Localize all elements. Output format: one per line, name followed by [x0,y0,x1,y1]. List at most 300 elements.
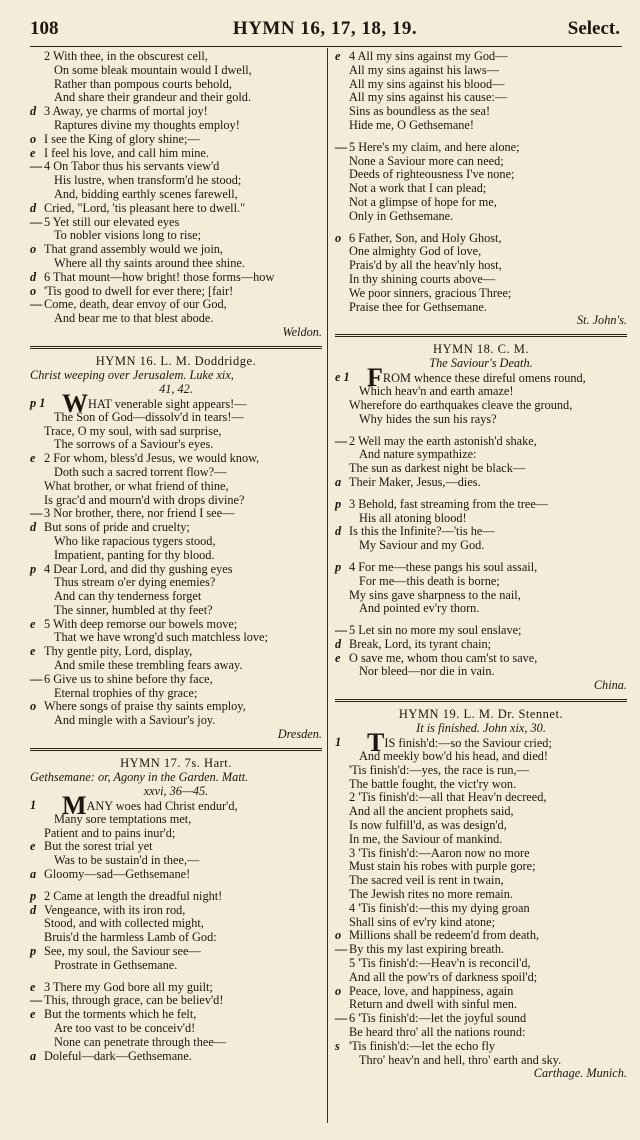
verse-line [30,868,322,882]
hymn-separator [335,334,627,337]
verse-text: Break, Lord, its tyrant chain; [349,636,492,651]
verse-line [30,105,322,119]
verse-line [30,160,322,174]
verse-line [335,1040,627,1054]
verse-text: And pointed ev'ry thorn. [359,601,480,616]
verse-text: His lustre, when transform'd he stood; [54,173,242,188]
verse-text: And can thy tenderness forget [54,589,202,604]
verse-text: On some bleak mountain would I dwell, [54,62,252,77]
verse-line [30,216,322,230]
verse-text: And, bidding earthly scenes farewell, [54,186,238,201]
verse-line [30,618,322,632]
verse-text: Sins as boundless as the sea! [349,104,491,119]
verse-line [335,91,627,105]
verse-line [30,959,322,973]
verse-text: 3 Nor brother, there, nor friend I see— [44,506,235,521]
verse-text: All my sins against his cause:— [349,90,508,105]
verse-text: Peace, love, and happiness, again [349,983,514,998]
verse-line [335,287,627,301]
verse-line [335,476,627,490]
verse-text: The battle fought, the vict'ry won. [349,776,517,791]
dynamic-mark: e [30,979,36,994]
verse-line [30,687,322,701]
first-line-text: IS finish'd:—so the Saviour cried; [384,736,552,751]
verse-line [30,576,322,590]
verse-line [30,480,322,494]
verse-line [335,462,627,476]
verse-text: That grand assembly would we join, [44,242,223,257]
verse-text: Where all thy saints around thee shine. [54,255,245,270]
verse-text: Is this the Infinite?—'tis he— [349,524,495,539]
verse-line [335,141,627,155]
verse-line [335,638,627,652]
verse-line [30,243,322,257]
verse-text: Trace, O my soul, with sad surprise, [44,423,222,438]
verse-line [335,210,627,224]
dynamic-mark: — [30,506,43,521]
verse-text: Their Maker, Jesus,—dies. [349,474,481,489]
dynamic-mark: p 1 [30,395,46,410]
dynamic-mark: 1 [30,798,37,813]
dynamic-mark: o [30,242,37,257]
verse-text: 'Tis finish'd:—let the echo fly [349,1038,496,1053]
verse-line [30,535,322,549]
verse-text: 2 For whom, bless'd Jesus, we would know, [44,451,260,466]
dynamic-mark: — [335,942,348,957]
verse-text: 6 'Tis finish'd:—let the joyful sound [349,1011,527,1026]
dynamic-mark: p [335,559,342,574]
verse-text: Gloomy—sad—Gethsemane! [44,867,191,882]
hymn-subtitle: Christ weeping over Jerusalem. Luke xix, [30,367,234,382]
verse-line [335,819,627,833]
verse-text: Who like rapacious tygers stood, [54,533,216,548]
dynamic-mark: a [30,1048,37,1063]
drop-cap: W [62,388,88,418]
verse-text: Impatient, panting for thy blood. [54,547,215,562]
verse-text: The sinner, humbled at thy feet? [54,602,213,617]
verse-line [30,298,322,312]
verse-text: And smile these trembling fears away. [54,658,243,673]
verse-text: 5 Let sin no more my soul enslave; [349,623,522,638]
verse-line [335,985,627,999]
verse-text: 5 Here's my claim, and here alone; [349,139,520,154]
verse-text: In me, the Saviour of mankind. [349,831,503,846]
verse-line [335,119,627,133]
verse-line [335,1012,627,1026]
verse-text: The sun as darkest night be black— [349,461,526,476]
verse-line [30,119,322,133]
verse-line [30,890,322,904]
first-line-text: ROM whence these direful omens round, [382,371,586,386]
verse-text: Is grac'd and mourn'd with drops divine? [44,492,245,507]
verse-line [30,285,322,299]
verse-line [335,929,627,943]
hymn-title: HYMN 19. L. M. Dr. Stennet. [398,707,564,722]
verse-line [335,888,627,902]
verse-text: Is now fulfill'd, as was design'd, [349,818,507,833]
hymn-attribution: Carthage. Munich. [533,1066,627,1081]
hymn-attribution: Weldon. [282,324,322,339]
dynamic-mark: p [30,944,37,959]
verse-text: Many sore temptations met, [54,811,192,826]
dynamic-mark: d [30,902,37,917]
verse-line [30,78,322,92]
hymn-scripture: 41, 42. [159,381,193,396]
verse-text: 'Tis finish'd:—yes, the race is run,— [349,762,529,777]
verse-line [335,273,627,287]
verse-text: One almighty God of love, [349,244,482,259]
verse-line [30,425,322,439]
verse-line [30,147,322,161]
hymn-attribution: China. [593,678,627,693]
verse-line [335,301,627,315]
verse-line [30,945,322,959]
dynamic-mark: — [335,623,348,638]
dynamic-mark: o [335,983,342,998]
verse-text: 2 With thee, in the obscurest cell, [44,49,208,63]
page-number: 108 [30,18,59,39]
dynamic-mark: o [335,230,342,245]
verse-line [30,466,322,480]
verse-text: The Son of God—dissolv'd in tears!— [54,409,244,424]
verse-line [335,498,627,512]
verse-line [335,764,627,778]
verse-text: Praise thee for Gethsemane. [349,299,487,314]
verse-line [30,507,322,521]
verse-line [335,259,627,273]
verse-text: Thy gentle pity, Lord, display, [44,644,193,659]
verse-text: Return and dwell with sinful men. [349,997,518,1012]
verse-text: Where songs of praise thy saints employ, [44,699,246,714]
verse-line [30,133,322,147]
verse-line [335,105,627,119]
verse-text: 5 With deep remorse our bowels move; [44,616,238,631]
verse-line [30,452,322,466]
verse-line [30,840,322,854]
verse-text: Prais'd by all the heav'nly host, [349,258,502,273]
verse-text: My Saviour and my God. [359,538,485,553]
verse-line [30,257,322,271]
verse-line [335,943,627,957]
dynamic-mark: e [30,616,36,631]
verse-line [30,229,322,243]
verse-text: We poor sinners, gracious Three; [349,285,512,300]
verse-text: Nor bleed—nor die in vain. [359,664,495,679]
section-label: Select. [567,18,620,39]
verse-text: Thus stream o'er dying enemies? [54,575,216,590]
verse-text: 4 On Tabor thus his servants view'd [44,159,220,174]
verse-line [335,50,627,64]
verse-text: Eternal trophies of thy grace; [54,685,198,700]
hymn-title: HYMN 18. C. M. [433,342,529,357]
verse-line [30,312,322,326]
verse-line [335,512,627,526]
verse-line [335,385,627,399]
hymn-title: HYMN 17. 7s. Hart. [120,756,232,771]
dynamic-mark: d [335,636,342,651]
verse-line [335,778,627,792]
hymn-attribution: Dresden. [277,727,322,742]
verse-line [335,998,627,1012]
verse-line [30,1008,322,1022]
verse-text: None a Saviour more can need; [349,153,504,168]
verse-line [30,981,322,995]
verse-text: This, through grace, can be believ'd! [44,993,224,1008]
dynamic-mark: e [335,650,341,665]
verse-line [335,624,627,638]
verse-text: Are too vast to be conceiv'd! [54,1021,196,1036]
verse-line [30,174,322,188]
verse-text: And share their grandeur and their gold. [54,90,252,105]
verse-text: 5 'Tis finish'd:—Heav'n is reconcil'd, [349,956,531,971]
verse-line [30,521,322,535]
verse-line [30,631,322,645]
verse-line [335,902,627,916]
header-rule [30,46,622,47]
verse-text: And mingle with a Saviour's joy. [54,713,216,728]
first-line-text: ANY woes had Christ endur'd, [86,799,238,814]
verse-text: But the torments which he felt, [44,1007,197,1022]
verse-text: 4 'Tis finish'd:—this my dying groan [349,900,530,915]
verse-text: 3 'Tis finish'd:—Aaron now no more [349,845,530,860]
verse-line [335,399,627,413]
verse-text: All my sins against his blood— [349,76,505,91]
dynamic-mark: e [30,1007,36,1022]
verse-text: Not a work that I can plead; [349,181,487,196]
hymn-attribution: St. John's. [576,313,627,328]
verse-line [335,916,627,930]
verse-line [335,665,627,679]
verse-text: 6 That mount—how bright! those forms—how [44,269,275,284]
verse-line [30,700,322,714]
verse-line [30,188,322,202]
verse-line [30,673,322,687]
verse-line [30,91,322,105]
dynamic-mark: o [335,928,342,943]
verse-text: Rather than pompous courts behold, [54,76,232,91]
verse-text: See, my soul, the Saviour see— [44,944,201,959]
verse-line [30,1022,322,1036]
verse-line [30,917,322,931]
verse-text: 2 'Tis finish'd:—all that Heav'n decreed, [349,790,547,805]
verse-text: And bear me to that blest abode. [54,311,214,326]
verse-line [30,854,322,868]
hymn-subtitle: Gethsemane: or, Agony in the Garden. Matt. [30,770,249,785]
dynamic-mark: — [335,1011,348,1026]
verse-line [30,604,322,618]
verse-line [335,589,627,603]
dynamic-mark: — [30,159,43,174]
verse-line [335,155,627,169]
verse-text: That we have wrong'd such matchless love; [54,630,268,645]
dynamic-mark: e 1 [335,370,350,385]
verse-text: 3 There my God bore all my guilt; [44,979,213,994]
verse-text: The Jewish rites no more remain. [349,887,513,902]
verse-line [335,245,627,259]
verse-line [30,931,322,945]
verse-line [335,652,627,666]
dynamic-mark: — [30,993,43,1008]
verse-text: Raptures divine my thoughts employ! [54,117,240,132]
verse-text: But sons of pride and cruelty; [44,520,190,535]
verse-line [335,1054,627,1068]
verse-line [335,860,627,874]
drop-cap: F [367,363,383,393]
verse-line [335,413,627,427]
drop-cap: M [62,791,87,821]
verse-text: Only in Gethsemane. [349,208,454,223]
dynamic-mark: a [30,867,37,882]
dynamic-mark: — [335,139,348,154]
verse-line [30,994,322,1008]
verse-text: Vengeance, with its iron rod, [44,902,186,917]
verse-text: Must stain his robes with purple gore; [349,859,536,874]
verse-text: I see the King of glory shine;— [44,131,200,146]
dynamic-mark: d [30,104,37,119]
verse-text: And meekly bow'd his head, and died! [359,749,549,764]
verse-line [335,750,627,764]
verse-text: Was to be sustain'd in thee,— [54,853,200,868]
verse-line [335,539,627,553]
verse-text: Thro' heav'n and hell, thro' earth and sky. [359,1052,562,1067]
page-header [30,18,620,44]
verse-line [30,50,322,64]
dynamic-mark: d [30,200,37,215]
dynamic-mark: e [30,145,36,160]
verse-text: Doth such a sacred torrent flow?— [54,464,227,479]
dynamic-mark: — [30,671,43,686]
verse-line [30,1050,322,1064]
verse-line [335,957,627,971]
verse-line [335,602,627,616]
first-line-text: HAT venerable sight appears!— [88,396,247,411]
verse-line [30,64,322,78]
dynamic-mark: d [335,524,342,539]
verse-text: 4 Dear Lord, and did thy gushing eyes [44,561,233,576]
verse-text: Be heard thro' all the nations round: [349,1025,526,1040]
verse-line [335,448,627,462]
hymn-separator [335,699,627,702]
right-column [335,50,627,1081]
verse-text: 6 Father, Son, and Holy Ghost, [349,230,502,245]
dynamic-mark: p [30,888,37,903]
verse-text: Millions shall be redeem'd from death, [349,928,540,943]
verse-text: Why hides the sun his rays? [359,411,497,426]
verse-text: For me—this death is borne; [359,573,500,588]
dynamic-mark: p [30,561,37,576]
verse-line [335,971,627,985]
verse-line [30,813,322,827]
verse-text: Bruis'd the harmless Lamb of God: [44,930,217,945]
dynamic-mark: e [30,839,36,854]
verse-text: Cried, "Lord, 'tis pleasant here to dwell." [44,200,246,215]
verse-text: To nobler visions long to rise; [54,228,202,243]
verse-line [335,1026,627,1040]
dynamic-mark: e [30,451,36,466]
verse-line [335,435,627,449]
column-divider [327,48,328,1123]
verse-text: Not a glimpse of hope for me, [349,194,497,209]
dynamic-mark: d [30,520,37,535]
verse-text: 4 For me—these pangs his soul assail, [349,559,538,574]
verse-line [30,659,322,673]
hymn-subtitle: It is finished. John xix, 30. [416,721,546,736]
verse-text: 6 Give us to shine before thy face, [44,671,213,686]
page-title: HYMN 16, 17, 18, 19. [232,18,418,39]
verse-text: O save me, whom thou cam'st to save, [349,650,538,665]
verse-line [335,833,627,847]
verse-line [30,714,322,728]
verse-text: Patient and to pains inur'd; [44,825,176,840]
dynamic-mark: a [335,474,342,489]
verse-line [335,561,627,575]
verse-text: But the sorest trial yet [44,839,153,854]
dynamic-mark: p [335,496,342,511]
verse-text: Come, death, dear envoy of our God, [44,297,227,312]
verse-text: In thy shining courts above— [349,271,496,286]
verse-line [335,805,627,819]
verse-text: My sins gave sharpness to the nail, [349,587,521,602]
hymn-title: HYMN 16. L. M. Doddridge. [95,353,257,368]
verse-text: 5 Yet still our elevated eyes [44,214,180,229]
verse-line [335,182,627,196]
verse-line [30,494,322,508]
verse-line [30,645,322,659]
verse-text: Deeds of righteousness I've none; [349,167,515,182]
hymn-separator [30,346,322,349]
verse-line [30,827,322,841]
dynamic-mark: s [335,1038,340,1053]
verse-text: The sorrows of a Saviour's eyes. [54,437,214,452]
verse-text: None can penetrate through thee— [54,1034,227,1049]
hymn-subtitle: The Saviour's Death. [429,356,533,371]
verse-line [335,575,627,589]
hymn-scripture: xxvi, 36—45. [143,784,209,799]
verse-text: Which heav'n and earth amaze! [359,384,514,399]
verse-text: 3 Away, ye charms of mortal joy! [44,104,208,119]
verse-line [335,78,627,92]
verse-text: 4 All my sins against my God— [349,49,508,63]
verse-text: Wherefore do earthquakes cleave the ground, [349,397,573,412]
verse-line [30,563,322,577]
verse-text: Prostrate in Gethsemane. [54,957,178,972]
dynamic-mark: d [30,269,37,284]
verse-text: All my sins against his laws— [349,62,499,77]
dynamic-mark: 1 [335,735,342,750]
verse-text: 3 Behold, fast streaming from the tree— [349,496,549,511]
verse-line [335,525,627,539]
verse-text: I feel his love, and call him mine. [44,145,209,160]
hymn-separator [30,748,322,751]
verse-text: What brother, or what friend of thine, [44,478,229,493]
verse-line [335,64,627,78]
dynamic-mark: o [30,131,37,146]
verse-text: 2 Came at length the dreadful night! [44,888,223,903]
verse-line [30,271,322,285]
verse-text: 2 Well may the earth astonish'd shake, [349,433,537,448]
dynamic-mark: e [335,49,341,63]
verse-text: And nature sympathize: [359,447,477,462]
dynamic-mark: e [30,644,36,659]
verse-line [335,196,627,210]
verse-line [30,1036,322,1050]
verse-text: Shall sins of ev'ry kind atone; [349,914,496,929]
verse-line [335,232,627,246]
verse-text: Stood, and with collected might, [44,916,204,931]
verse-line [335,168,627,182]
drop-cap: T [367,728,385,758]
dynamic-mark: o [30,699,37,714]
